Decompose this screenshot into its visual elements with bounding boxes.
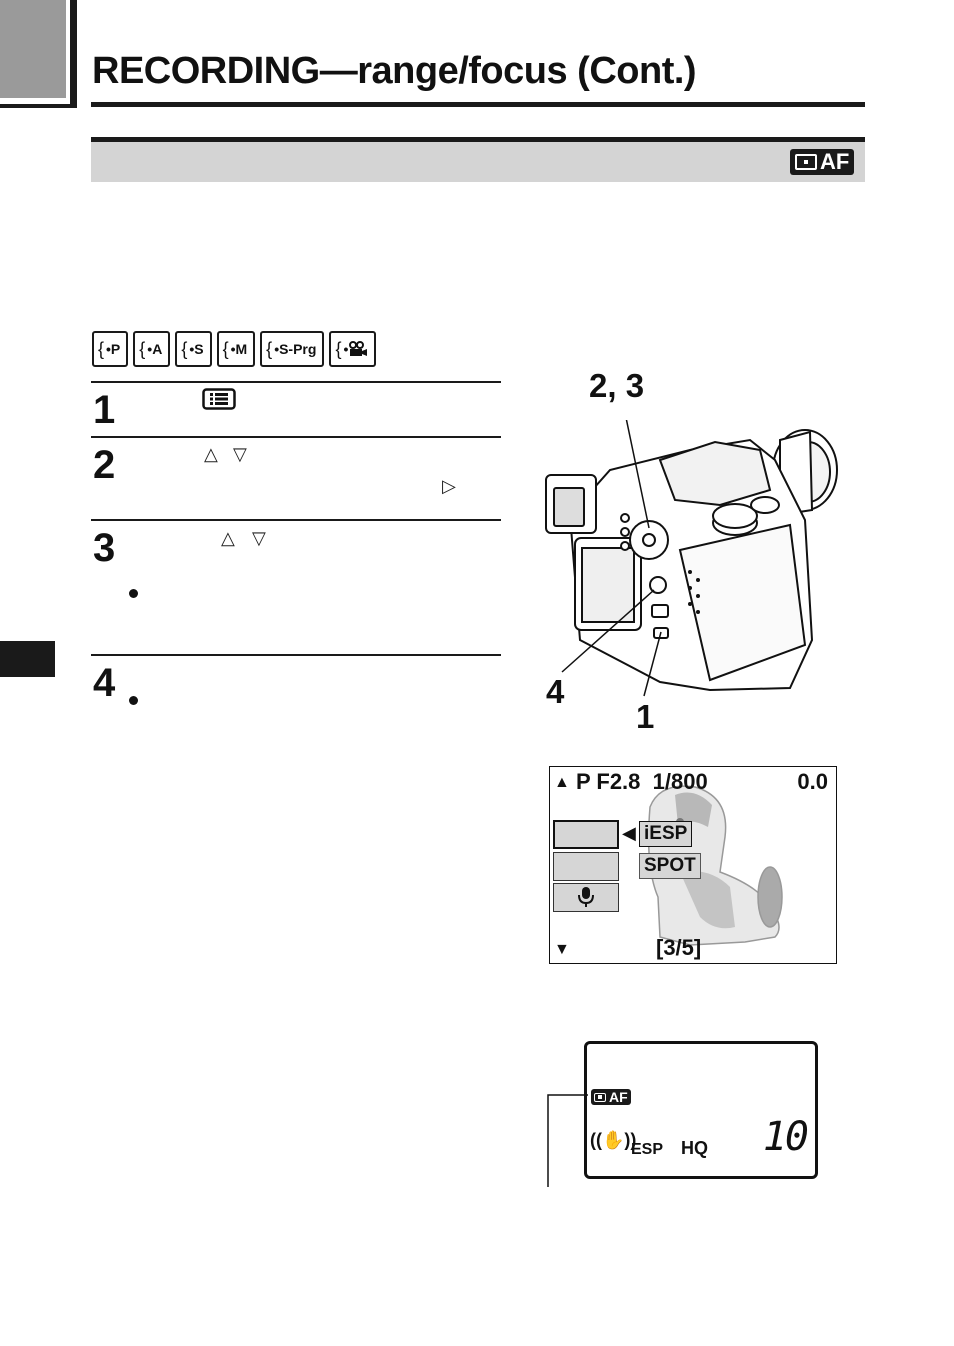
lcd-status-line: ▲ P F2.8 1/800 [554,769,708,794]
mode-tab-m: { • M [217,331,256,367]
mode-tab-s: { • S [175,331,211,367]
up-triangle-icon: △ [204,444,218,464]
image-quality: HQ [681,1138,708,1158]
down-triangle-icon: ▽ [252,528,266,548]
page-indicator: [3/5] [656,935,702,960]
step-number: 3 [93,526,116,570]
bullet-point [129,589,138,598]
callout-label: 1 [636,698,655,735]
metering-mode: ESP [631,1141,664,1158]
movie-camera-icon [348,341,368,357]
step-number: 1 [93,388,116,432]
mode-tabs [92,331,376,367]
lcd-menu-screen [549,766,837,964]
step-divider [91,519,501,521]
frame-count: 10 [762,1114,807,1160]
chapter-tab-underline [0,104,77,108]
callout-label: 2, 3 [589,367,645,404]
title-rule [91,102,865,107]
step-divider [91,436,501,438]
up-triangle-icon: △ [221,528,235,548]
bullet-point [129,696,138,705]
step-divider [91,381,501,383]
selector-arrow-icon: ◀ [622,823,636,843]
mode-tab-a: { • A [133,331,170,367]
menu-tab-selected[interactable] [553,820,619,849]
step-number: 4 [93,661,116,705]
step-divider [91,654,501,656]
chapter-tab [0,0,66,98]
mode-tab-p: { • P [92,331,128,367]
right-triangle-icon: ▷ [442,476,456,496]
side-index-marker [0,641,55,677]
menu-button-icon [202,388,236,410]
menu-tab-audio[interactable] [553,883,619,912]
option-spot[interactable]: SPOT [639,853,701,879]
spot-af-icon: AF [591,1089,631,1105]
chapter-tab-edge [70,0,77,108]
callout-label: 4 [546,673,565,710]
microphone-icon [578,886,594,908]
mode-tab-movie: { • [329,331,376,367]
up-arrow-icon: ▲ [554,774,570,791]
mode-tab-s-prg: { • S-Prg [260,331,324,367]
exposure-value: 0.0 [797,769,828,794]
step-number: 2 [93,443,116,487]
page-title: RECORDING—range/focus (Cont.) [92,50,697,92]
option-iesp[interactable]: iESP [639,821,692,847]
menu-tab[interactable] [553,852,619,881]
down-arrow-icon: ▼ [554,941,570,958]
shake-warning-icon: ((✋)) [590,1130,637,1150]
down-triangle-icon: ▽ [233,444,247,464]
spot-af-icon: AF [790,149,854,175]
leader-line [544,1093,588,1189]
camera-illustration [540,420,840,700]
section-band [91,142,865,182]
control-panel-display [584,1041,818,1179]
